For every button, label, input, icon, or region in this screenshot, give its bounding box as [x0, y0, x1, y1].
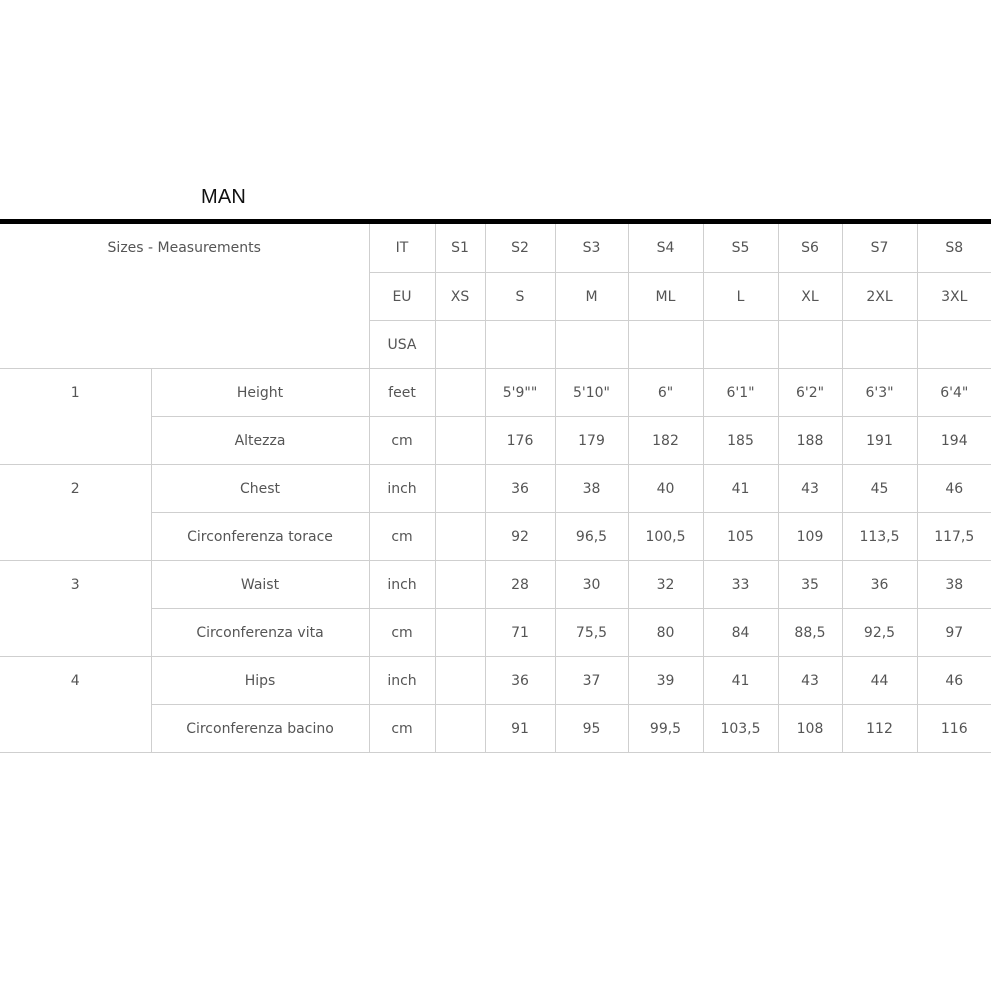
size-code-cell — [628, 320, 703, 368]
size-code-cell: S — [485, 272, 555, 320]
measurement-value: 41 — [703, 656, 778, 704]
measurement-unit: cm — [369, 416, 435, 464]
measurement-row — [0, 464, 991, 512]
measurement-value: 96,5 — [555, 512, 628, 560]
size-system-label: USA — [369, 320, 435, 368]
measurement-value: 91 — [485, 704, 555, 752]
size-code-cell — [778, 320, 842, 368]
measurement-value: 38 — [555, 464, 628, 512]
measurement-value: 182 — [628, 416, 703, 464]
header-label: Sizes - Measurements — [0, 224, 369, 368]
measurement-row — [0, 560, 991, 608]
measurement-unit: feet — [369, 368, 435, 416]
size-code-cell: S2 — [485, 224, 555, 272]
size-code-cell: S1 — [435, 224, 485, 272]
size-code-cell: ML — [628, 272, 703, 320]
size-code-cell: XS — [435, 272, 485, 320]
measurement-row — [0, 656, 991, 704]
size-code-cell: M — [555, 272, 628, 320]
measurement-unit: cm — [369, 512, 435, 560]
measurement-value: 84 — [703, 608, 778, 656]
measurement-value: 116 — [917, 704, 991, 752]
measurement-value: 117,5 — [917, 512, 991, 560]
measurement-value: 103,5 — [703, 704, 778, 752]
measurement-value: 92,5 — [842, 608, 917, 656]
page-title: MAN — [201, 186, 247, 208]
measurement-value: 45 — [842, 464, 917, 512]
group-number: 1 — [0, 368, 151, 464]
measurement-value: 44 — [842, 656, 917, 704]
measurement-value: 97 — [917, 608, 991, 656]
size-code-cell — [435, 320, 485, 368]
size-code-cell: S8 — [917, 224, 991, 272]
measurement-unit: inch — [369, 560, 435, 608]
measurement-value: 5'10" — [555, 368, 628, 416]
measurement-value: 38 — [917, 560, 991, 608]
measurement-value: 32 — [628, 560, 703, 608]
measurement-value: 39 — [628, 656, 703, 704]
group-number: 4 — [0, 656, 151, 752]
measurement-value — [435, 368, 485, 416]
size-code-cell: L — [703, 272, 778, 320]
measurement-value: 41 — [703, 464, 778, 512]
size-code-cell: S5 — [703, 224, 778, 272]
size-code-cell: 2XL — [842, 272, 917, 320]
size-code-cell: 3XL — [917, 272, 991, 320]
measurement-value: 43 — [778, 464, 842, 512]
measurement-value: 99,5 — [628, 704, 703, 752]
size-code-cell: S4 — [628, 224, 703, 272]
measurement-label: Chest — [151, 464, 369, 512]
measurement-value: 36 — [485, 464, 555, 512]
group-number: 2 — [0, 464, 151, 560]
measurement-value: 28 — [485, 560, 555, 608]
measurement-label: Circonferenza vita — [151, 608, 369, 656]
measurement-value: 80 — [628, 608, 703, 656]
measurement-value: 179 — [555, 416, 628, 464]
measurement-value: 95 — [555, 704, 628, 752]
measurement-value: 112 — [842, 704, 917, 752]
measurement-label: Hips — [151, 656, 369, 704]
measurement-unit: inch — [369, 656, 435, 704]
measurement-value: 6'1" — [703, 368, 778, 416]
measurement-label: Height — [151, 368, 369, 416]
measurement-value — [435, 608, 485, 656]
measurement-value: 109 — [778, 512, 842, 560]
measurement-label: Circonferenza torace — [151, 512, 369, 560]
measurement-unit: cm — [369, 608, 435, 656]
measurement-value: 71 — [485, 608, 555, 656]
size-code-cell: S6 — [778, 224, 842, 272]
measurement-unit: inch — [369, 464, 435, 512]
measurement-row — [0, 368, 991, 416]
size-code-cell: S3 — [555, 224, 628, 272]
measurement-value: 191 — [842, 416, 917, 464]
size-code-cell — [485, 320, 555, 368]
measurement-value — [435, 512, 485, 560]
measurement-value: 35 — [778, 560, 842, 608]
measurement-value: 6'2" — [778, 368, 842, 416]
measurement-value — [435, 704, 485, 752]
size-system-label: EU — [369, 272, 435, 320]
measurement-value: 46 — [917, 656, 991, 704]
measurement-value: 40 — [628, 464, 703, 512]
size-chart-table — [0, 224, 991, 753]
measurement-value: 105 — [703, 512, 778, 560]
measurement-value: 92 — [485, 512, 555, 560]
size-code-cell: S7 — [842, 224, 917, 272]
size-code-cell — [703, 320, 778, 368]
measurement-value: 36 — [485, 656, 555, 704]
measurement-value: 194 — [917, 416, 991, 464]
header-row — [0, 224, 991, 272]
measurement-label: Waist — [151, 560, 369, 608]
measurement-value: 88,5 — [778, 608, 842, 656]
measurement-value: 36 — [842, 560, 917, 608]
size-code-cell — [842, 320, 917, 368]
size-code-cell — [917, 320, 991, 368]
measurement-value: 6" — [628, 368, 703, 416]
measurement-label: Circonferenza bacino — [151, 704, 369, 752]
measurement-value — [435, 416, 485, 464]
measurement-value: 6'4" — [917, 368, 991, 416]
measurement-value: 5'9"" — [485, 368, 555, 416]
measurement-value: 108 — [778, 704, 842, 752]
measurement-label: Altezza — [151, 416, 369, 464]
measurement-value: 43 — [778, 656, 842, 704]
measurement-value: 75,5 — [555, 608, 628, 656]
measurement-value: 46 — [917, 464, 991, 512]
measurement-value: 176 — [485, 416, 555, 464]
measurement-value — [435, 656, 485, 704]
measurement-value: 188 — [778, 416, 842, 464]
measurement-value: 185 — [703, 416, 778, 464]
measurement-value — [435, 464, 485, 512]
measurement-value: 6'3" — [842, 368, 917, 416]
measurement-value: 113,5 — [842, 512, 917, 560]
size-code-cell: XL — [778, 272, 842, 320]
group-number: 3 — [0, 560, 151, 656]
measurement-value: 33 — [703, 560, 778, 608]
measurement-value: 37 — [555, 656, 628, 704]
measurement-value — [435, 560, 485, 608]
measurement-value: 30 — [555, 560, 628, 608]
measurement-value: 100,5 — [628, 512, 703, 560]
measurement-unit: cm — [369, 704, 435, 752]
size-system-label: IT — [369, 224, 435, 272]
size-code-cell — [555, 320, 628, 368]
